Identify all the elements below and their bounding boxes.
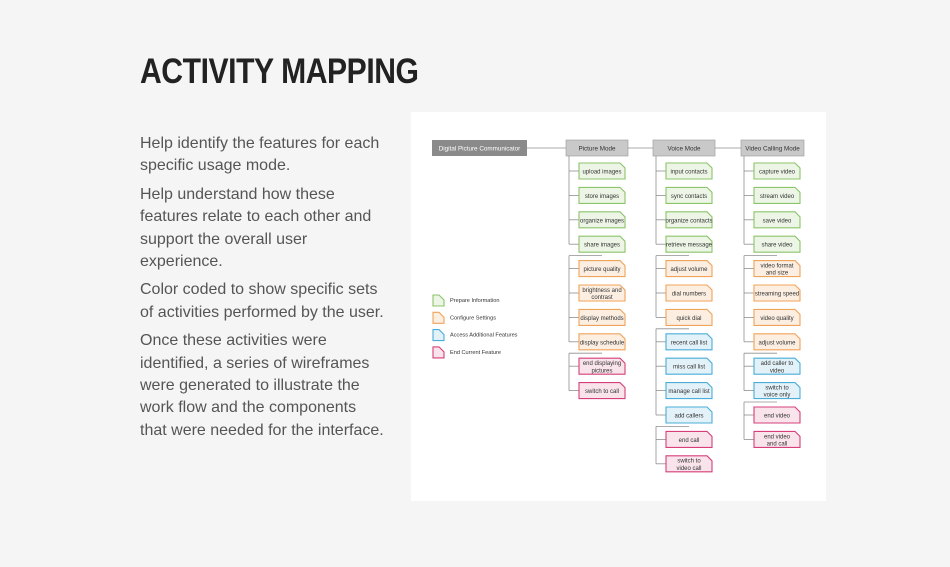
activity-node-label: switch to video call xyxy=(676,458,702,472)
activity-node-label: end video xyxy=(763,413,791,420)
activity-node-label: switch to call xyxy=(584,388,620,395)
activity-node-label: quick dial xyxy=(676,315,702,322)
legend-label: Prepare Information xyxy=(450,298,500,305)
activity-node-label: picture quality xyxy=(583,266,621,273)
activity-node-label: capture video xyxy=(758,169,796,176)
activity-node-label: upload images xyxy=(582,169,622,176)
mode-header-label: Video Calling Mode xyxy=(745,145,800,153)
activity-node-label: display methods xyxy=(580,315,624,322)
activity-node-label: retrieve message xyxy=(665,242,713,249)
description xyxy=(140,133,385,448)
paragraph-2: Help understand how these features relate to each other and support the overall user experience. xyxy=(140,185,372,271)
legend-swatch xyxy=(433,295,444,306)
activity-node-label: switch to voice only xyxy=(763,385,791,399)
activity-node-label: end displaying pictures xyxy=(582,360,622,374)
activity-node-label: store images xyxy=(584,193,620,200)
activity-node-label: video quality xyxy=(760,315,794,322)
activity-node-label: streaming speed xyxy=(754,291,800,298)
activity-node-label: share video xyxy=(761,242,793,249)
activity-node-label: save video xyxy=(762,217,792,224)
activity-map-diagram xyxy=(411,112,826,501)
legend-label: End Current Feature xyxy=(450,350,501,357)
legend-swatch xyxy=(433,312,444,323)
activity-node-label: display schedule xyxy=(579,339,625,346)
activity-node-label: share images xyxy=(583,242,621,249)
legend-swatch xyxy=(433,347,444,358)
legend-label: Configure Settings xyxy=(450,315,497,322)
activity-node-label: organize images xyxy=(579,217,625,224)
activity-node-label: miss call list xyxy=(672,364,706,371)
activity-node-label: organize contacts xyxy=(665,217,713,224)
activity-node-label: adjust volume xyxy=(758,339,796,346)
diagram-canvas xyxy=(411,112,826,501)
activity-node-label: end video and call xyxy=(763,433,791,448)
paragraph-3: Color coded to show specific sets of activities performed by the user. xyxy=(140,281,384,321)
activity-node-label: add callers xyxy=(674,413,704,420)
paragraph-4: Once these activities were identified, a series of wireframes were generated to illustrate the work flow and the components that were needed for the interface. xyxy=(140,332,384,439)
mode-header-label: Voice Mode xyxy=(667,145,701,153)
activity-node-label: add caller to video xyxy=(760,360,794,374)
paragraph-1: Help identify the features for each specific usage mode. xyxy=(140,135,380,175)
legend-label: Access Additional Features xyxy=(450,333,518,340)
root-node-label: Digital Picture Communicator xyxy=(438,145,521,153)
activity-node-label: adjust volume xyxy=(670,266,708,273)
activity-node-label: input contacts xyxy=(670,169,708,176)
activity-node-label: dial numbers xyxy=(671,291,707,298)
legend-swatch xyxy=(433,330,444,341)
activity-node-label: video format and size xyxy=(760,263,794,277)
activity-node-label: sync contacts xyxy=(670,193,708,200)
activity-node-label: brightness and contrast xyxy=(582,287,622,301)
activity-node-label: stream video xyxy=(759,193,795,200)
page-title: ACTIVITY MAPPING xyxy=(140,52,419,91)
activity-node-label: end call xyxy=(678,437,700,444)
activity-node-label: recent call list xyxy=(670,339,708,346)
activity-node-label: manage call list xyxy=(668,388,710,395)
mode-header-label: Picture Mode xyxy=(578,145,616,153)
